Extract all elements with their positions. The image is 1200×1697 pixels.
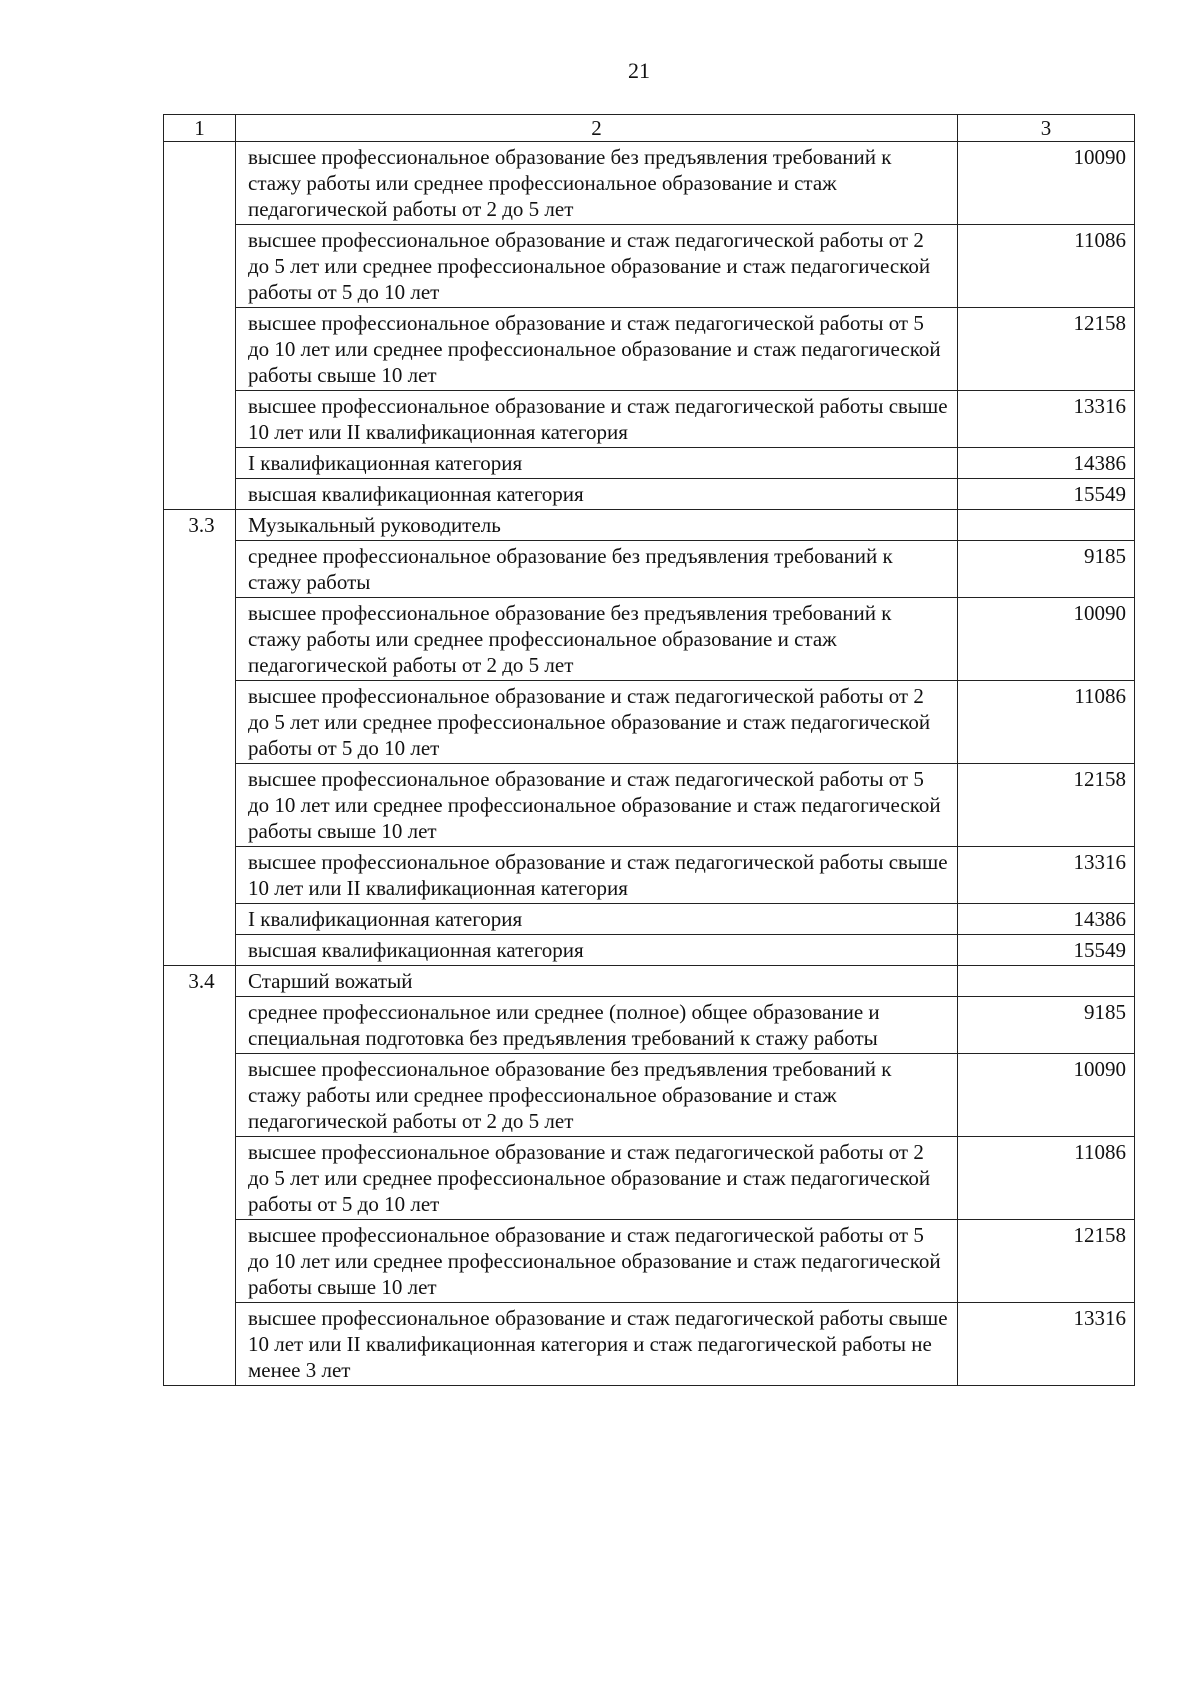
requirement-text: высшая квалификационная категория	[236, 479, 958, 510]
salary-value: 9185	[958, 997, 1135, 1054]
section-number-cell	[164, 142, 236, 510]
requirement-text: высшая квалификационная категория	[236, 935, 958, 966]
salary-value: 13316	[958, 391, 1135, 448]
table-row	[164, 997, 1135, 1054]
salary-value	[958, 966, 1135, 997]
salary-value: 12158	[958, 764, 1135, 847]
requirement-text: высшее профессиональное образование и стаж педагогической работы от 2 до 5 лет или среднее профессиональное образование и стаж педагогической работы от 5 до 10 лет	[236, 225, 958, 308]
position-title: Музыкальный руководитель	[236, 510, 958, 541]
salary-value: 13316	[958, 1303, 1135, 1386]
requirement-text: высшее профессиональное образование и стаж педагогической работы свыше 10 лет или II квалификационная категория	[236, 847, 958, 904]
requirement-text: высшее профессиональное образование без предъявления требований к стажу работы или среднее профессиональное образование и стаж педагогической работы от 2 до 5 лет	[236, 142, 958, 225]
table-row	[164, 225, 1135, 308]
salary-value: 10090	[958, 598, 1135, 681]
position-title: Старший вожатый	[236, 966, 958, 997]
salary-value: 12158	[958, 1220, 1135, 1303]
requirement-text: высшее профессиональное образование без предъявления требований к стажу работы или среднее профессиональное образование и стаж педагогической работы от 2 до 5 лет	[236, 598, 958, 681]
requirement-text: высшее профессиональное образование и стаж педагогической работы от 5 до 10 лет или среднее профессиональное образование и стаж педагогической работы свыше 10 лет	[236, 308, 958, 391]
table-row	[164, 1220, 1135, 1303]
salary-value: 10090	[958, 1054, 1135, 1137]
requirement-text: высшее профессиональное образование и стаж педагогической работы от 5 до 10 лет или среднее профессиональное образование и стаж педагогической работы свыше 10 лет	[236, 1220, 958, 1303]
section-title-row	[164, 510, 1135, 541]
salary-value: 13316	[958, 847, 1135, 904]
salary-value: 9185	[958, 541, 1135, 598]
requirement-text: высшее профессиональное образование без предъявления требований к стажу работы или среднее профессиональное образование и стаж педагогической работы от 2 до 5 лет	[236, 1054, 958, 1137]
table-row	[164, 681, 1135, 764]
table-row	[164, 904, 1135, 935]
section-number-cell: 3.3	[164, 510, 236, 966]
table-row	[164, 391, 1135, 448]
table-row	[164, 764, 1135, 847]
requirement-text: среднее профессиональное образование без предъявления требований к стажу работы	[236, 541, 958, 598]
table-row	[164, 935, 1135, 966]
requirement-text: высшее профессиональное образование и стаж педагогической работы свыше 10 лет или II квалификационная категория и стаж педагогической работы не менее 3 лет	[236, 1303, 958, 1386]
requirement-text: высшее профессиональное образование и стаж педагогической работы от 2 до 5 лет или среднее профессиональное образование и стаж педагогической работы от 5 до 10 лет	[236, 1137, 958, 1220]
table-row	[164, 142, 1135, 225]
salary-value: 10090	[958, 142, 1135, 225]
table-row	[164, 541, 1135, 598]
salary-value: 11086	[958, 681, 1135, 764]
salary-value: 14386	[958, 448, 1135, 479]
table-row	[164, 479, 1135, 510]
column-header-number: 1	[164, 115, 236, 142]
requirement-text: I квалификационная категория	[236, 904, 958, 935]
salary-value: 15549	[958, 935, 1135, 966]
salary-value: 15549	[958, 479, 1135, 510]
requirement-text: высшее профессиональное образование и стаж педагогической работы от 2 до 5 лет или среднее профессиональное образование и стаж педагогической работы от 5 до 10 лет	[236, 681, 958, 764]
section-number-cell: 3.4	[164, 966, 236, 1386]
table-row	[164, 598, 1135, 681]
section-title-row	[164, 966, 1135, 997]
requirement-text: высшее профессиональное образование и стаж педагогической работы от 5 до 10 лет или среднее профессиональное образование и стаж педагогической работы свыше 10 лет	[236, 764, 958, 847]
requirement-text: I квалификационная категория	[236, 448, 958, 479]
table-row	[164, 1303, 1135, 1386]
column-header-salary: 3	[958, 115, 1135, 142]
salary-value	[958, 510, 1135, 541]
table-row	[164, 308, 1135, 391]
column-header-position: 2	[236, 115, 958, 142]
table-header-row	[164, 115, 1135, 142]
salary-value: 11086	[958, 225, 1135, 308]
salary-value: 12158	[958, 308, 1135, 391]
table-row	[164, 1054, 1135, 1137]
table-row	[164, 847, 1135, 904]
table-body	[164, 142, 1135, 1386]
salary-value: 11086	[958, 1137, 1135, 1220]
requirement-text: высшее профессиональное образование и стаж педагогической работы свыше 10 лет или II квалификационная категория	[236, 391, 958, 448]
table-row	[164, 448, 1135, 479]
table-row	[164, 1137, 1135, 1220]
salary-table	[163, 114, 1135, 1386]
requirement-text: среднее профессиональное или среднее (полное) общее образование и специальная подготовка без предъявления требований к стажу работы	[236, 997, 958, 1054]
page-number: 21	[628, 58, 650, 83]
salary-value: 14386	[958, 904, 1135, 935]
